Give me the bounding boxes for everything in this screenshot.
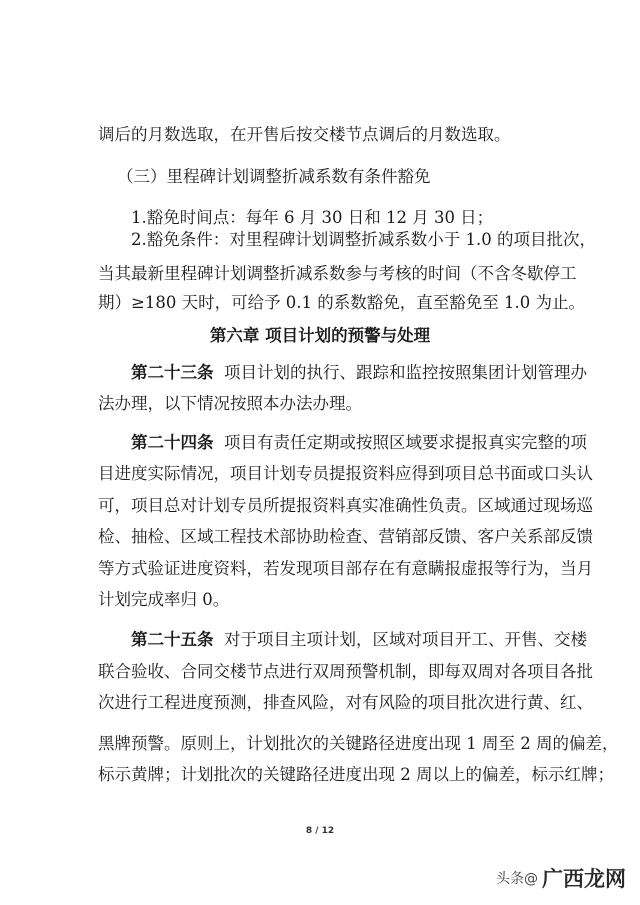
watermark-logo: 广西龙网 — [542, 867, 626, 891]
article-text: 项目有责任定期或按照区域要求提报真实完整的项 — [224, 433, 587, 452]
paragraph-line: 调后的月数选取，在开售后按交楼节点调后的月数选取。 — [98, 125, 511, 144]
paragraph-line: 联合验收、合同交楼节点进行双周预警机制，即每双周对各项目各批 — [98, 662, 593, 681]
paragraph-line: 法办理，以下情况按照本办法办理。 — [98, 394, 362, 413]
paragraph-line: 次进行工程进度预测，排查风险，对有风险的项目批次进行黄、红、 — [98, 693, 593, 712]
paragraph-line: 当其最新里程碑计划调整折减系数参与考核的时间（不含冬歇停工 — [98, 264, 577, 283]
paragraph-line: 2.豁免条件：对里程碑计划调整折减系数小于 1.0 的项目批次， — [131, 230, 596, 249]
section-heading: （三）里程碑计划调整折减系数有条件豁免 — [117, 167, 431, 186]
page-number: 8 / 12 — [305, 826, 335, 836]
article-text: 项目计划的执行、跟踪和监控按照集团计划管理办 — [224, 363, 587, 382]
paragraph-line: 标示黄牌；计划批次的关键路径进度出现 2 周以上的偏差，标示红牌； — [98, 765, 614, 784]
article-first-line — [131, 362, 587, 384]
watermark-text: 头条@ — [496, 871, 538, 887]
article-label: 第二十五条 — [131, 630, 214, 649]
article-label: 第二十四条 — [131, 433, 214, 452]
article-text: 对于项目主项计划，区域对项目开工、开售、交楼 — [224, 630, 587, 649]
paragraph-line: 计划完成率归 0。 — [98, 590, 230, 609]
chapter-heading: 第六章 项目计划的预警与处理 — [209, 326, 431, 345]
paragraph-line: 1.豁免时间点：每年 6 月 30 日和 12 月 30 日； — [131, 208, 494, 227]
paragraph-line: 期）≥180 天时，可给予 0.1 的系数豁免，直至豁免至 1.0 为止。 — [98, 293, 586, 312]
paragraph-line: 目进度实际情况，项目计划专员提报资料应得到项目总书面或口头认 — [98, 464, 593, 483]
article-first-line — [131, 629, 587, 651]
article-label: 第二十三条 — [131, 363, 214, 382]
article-first-line — [131, 432, 587, 454]
paragraph-line: 检、抽检、区域工程技术部协助检查、营销部反馈、客户关系部反馈 — [98, 527, 593, 546]
paragraph-line: 可，项目总对计划专员所提报资料真实准确性负责。区域通过现场巡 — [98, 496, 593, 515]
paragraph-line: 等方式验证进度资料，若发现项目部存在有意瞒报虚报等行为，当月 — [98, 559, 593, 578]
watermark — [496, 863, 626, 893]
paragraph-line: 黑牌预警。原则上，计划批次的关键路径进度出现 1 周至 2 周的偏差， — [98, 734, 619, 753]
